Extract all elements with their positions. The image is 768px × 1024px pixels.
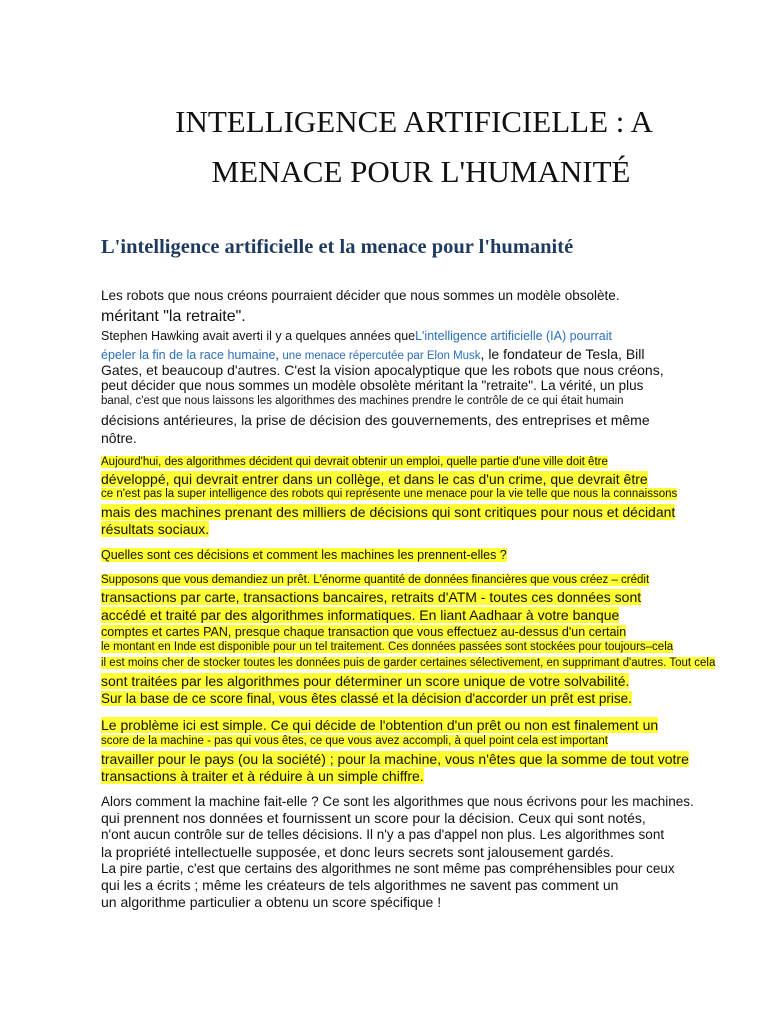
para3-line [101, 691, 632, 707]
highlighted-text: transactions à traiter et à réduire à un simple chiffre. [101, 768, 424, 784]
para4-line [101, 751, 689, 767]
para3-line [101, 607, 619, 623]
para2-line [101, 504, 675, 520]
para5-line: n'ont aucun contrôle sur de telles décisions. Il n'y a pas d'appel non plus. Les algorithmes sont [101, 827, 665, 842]
para5-line: la propriété intellectuelle supposée, et donc leurs secrets sont jalousement gardés. [101, 844, 614, 860]
para3-line [101, 657, 715, 670]
section-heading: L'intelligence artificielle et la menace pour l'humanité [101, 236, 574, 258]
question-line [101, 548, 507, 562]
para4-line [101, 735, 608, 748]
para1-line: Gates, et beaucoup d'autres. C'est la vision apocalyptique que les robots que nous créons, [101, 362, 664, 378]
highlighted-text: Supposons que vous demandiez un prêt. L'énorme quantité de données financières que vous créez – crédit [101, 574, 650, 586]
highlighted-text: sont traitées par les algorithmes pour déterminer un score unique de votre solvabilité. [101, 673, 630, 689]
para3-line [101, 574, 649, 587]
highlighted-text: mais des machines prenant des milliers de décisions qui sont critiques pour nous et décidant [101, 504, 676, 520]
title-line-1: INTELLIGENCE ARTIFICIELLE : A [175, 104, 653, 139]
para3-line [101, 625, 626, 639]
para1-line: nôtre. [101, 430, 137, 446]
para2-line [101, 471, 648, 487]
para2-line [101, 521, 209, 537]
para1-text: Stephen Hawking avait averti il y a quelques années que [101, 329, 416, 343]
title-line-2: MENACE POUR L'HUMANITÉ [211, 154, 631, 189]
elon-musk-link[interactable]: une menace répercutée par Elon Musk [282, 350, 481, 362]
para5-line: La pire partie, c'est que certains des algorithmes ne sont même pas compréhensibles pour ceux [101, 861, 675, 876]
para1-line [101, 329, 612, 343]
highlighted-text: résultats sociaux. [101, 521, 210, 537]
para1-line: décisions antérieures, la prise de décision des gouvernements, des entreprises et même [101, 412, 650, 428]
para1-line: peut décider que nous sommes un modèle obsolète méritant la "retraite". La vérité, un plus [101, 378, 644, 393]
end-of-human-race-link[interactable]: épeler la fin de la race humaine [101, 348, 276, 362]
highlighted-text: ce n'est pas la super intelligence des robots qui représente une menace pour la vie telle que nous la connaissons [101, 488, 678, 500]
highlighted-text: développé, qui devrait entrer dans un collège, et dans le cas d'un crime, que devrait être [101, 471, 648, 487]
para3-line [101, 641, 673, 654]
highlighted-text: accédé et traité par des algorithmes informatiques. En liant Aadhaar à votre banque [101, 607, 620, 623]
highlighted-text: il est moins cher de stocker toutes les données puis de garder certaines sélectivement, en supprimant d'autres. Tout cela [101, 657, 716, 669]
para5-line: Alors comment la machine fait-elle ? Ce sont les algorithmes que nous écrivons pour les machines. [101, 794, 694, 809]
highlighted-text: travailler pour le pays (ou la société) ; pour la machine, vous n'êtes que la somme de tout votre [101, 751, 689, 767]
highlighted-text: Sur la base de ce score final, vous êtes classé et la décision d'accorder un prêt est prise. [101, 691, 632, 706]
highlighted-text: comptes et cartes PAN, presque chaque transaction que vous effectuez au-dessus d'un certain [101, 625, 627, 639]
para3-line [101, 673, 629, 689]
para5-line: qui les a écrits ; même les créateurs de tels algorithmes ne savent pas comment un [101, 877, 619, 893]
para1-line: banal, c'est que nous laissons les algorithmes des machines prendre le contrôle de ce qui était humain [101, 395, 624, 407]
para4-line [101, 768, 424, 784]
para1-text: , [275, 348, 283, 362]
para1-text: , le fondateur de Tesla, Bill [480, 346, 645, 362]
highlighted-text: score de la machine - pas qui vous êtes, ce que vous avez accompli, à quel point cela est important [101, 735, 608, 747]
para5-line: qui prennent nos données et fournissent un score pour la décision. Ceux qui sont notés, [101, 810, 646, 826]
para2-line [101, 456, 608, 469]
highlighted-text: Le problème ici est simple. Ce qui décide de l'obtention d'un prêt ou non est finalement un [101, 717, 659, 733]
highlighted-text: le montant en Inde est disponible pour un tel traitement. Ces données passées sont stockées pour toujours–cela [101, 641, 674, 653]
para1-line: méritant "la retraite". [101, 308, 246, 325]
para3-line [101, 589, 641, 605]
para1-line [101, 346, 645, 363]
para1-line: Les robots que nous créons pourraient décider que nous sommes un modèle obsolète. [101, 288, 620, 303]
ai-threat-link[interactable]: L'intelligence artificielle (IA) pourrait [415, 329, 613, 343]
highlighted-text: Aujourd'hui, des algorithmes décident qui devrait obtenir un emploi, quelle partie d'une ville doit être [101, 456, 608, 468]
highlighted-text: Quelles sont ces décisions et comment les machines les prennent-elles ? [101, 548, 507, 562]
highlighted-text: transactions par carte, transactions bancaires, retraits d'ATM - toutes ces données sont [101, 589, 642, 605]
para5-line: un algorithme particulier a obtenu un score spécifique ! [101, 894, 442, 910]
para2-line [101, 488, 677, 501]
para4-line [101, 717, 658, 733]
